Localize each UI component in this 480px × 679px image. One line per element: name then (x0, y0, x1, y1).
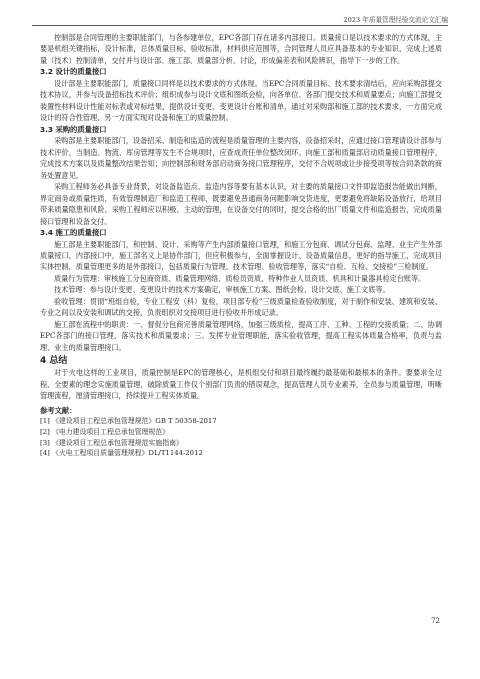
paragraph-acceptance-management: 验收管理：贯彻“班组自检，专业工程安（科）复检，项目部专检”三级质量检查验收制度，对于制作和安装、建筑和安装、专业之间以及安装和调试的交接，负责组织对交接项目进行验收并形成记录。 (40, 296, 442, 318)
section-heading-design: 3.2 设计的质量接口 (40, 67, 107, 77)
paragraph-control-dept: 控制部是合同管理的主要职能部门，与各参建单位，EPC各部门存在诸多内部接口。质量接口是以技术要求的方式体现，主要是机组关键指标，设计标准，总体质量目标，验收标准，材料供应范围等，合同管理人员应具备基本的专业知识，完成上述质量（技术）控制清单，交付并与设计部、施工部、质量部分析、讨论，形成偏差表和风险辨识，指导下一步的工作。 (40, 33, 442, 65)
paragraph-technical-management: 技术管理：参与设计变更、变更设计的技术方案确定，审核施工方案、图纸会检、设计交底、施工文底等。 (54, 285, 390, 295)
header-rule (32, 25, 448, 26)
section-heading-procurement: 3.3 采购的质量接口 (40, 124, 107, 134)
paragraph-quality-behavior: 质量行为管理：审核施工分包商资质、质量管理网络、质检员资质、特种作业人员资质、机具和计量器具检定台账等。 (54, 273, 426, 283)
paragraph-design-dept: 设计部是主要职能部门，质量接口同样是以技术要求的方式体现。当EPC合同质量目标、技术要求清结后，应向采购部提交技术协议，并参与设备招标技术评价；组织成参与设计文底和图纸会检，向各单位、各部门提交技术和质量要点；向施工部提交装置性材料设计性能对标表或对标结果，提供设计变更、变更设计台账和清单，通过对采购部和施工部的技术要求，一方面完成设计的符合性管理，另一方面实现对设备和施工的质量控制。 (40, 78, 442, 123)
reference-item: [2] 《电力建设项目工程总承包管理规范》 (40, 428, 170, 437)
references-title: 参考文献： (40, 406, 77, 416)
reference-item: [3] 《建设项目工程总承包管理规范实施指南》 (40, 438, 183, 447)
paragraph-summary: 对于火电这样的工业项目，质量控制是EPC的管理核心，是机组交付和项目最终履约最基础和最根本的条件。要要求全过程、全要素的理念实施质量管理，破除质量工作仅个别部门负责的错误观念，提高管理人员专业素养，全员参与质量管理，明晰管理流程，厘清管理接口，持续提升工程实体质量。 (40, 368, 442, 401)
article-body (40, 32, 442, 459)
section-heading-construction: 3.4 施工的质量接口 (40, 227, 107, 237)
paragraph-procurement-dept: 采购部是主要职能部门，设备招采、制造和监造的流程是质量管理的主要内容，设备招采时，应通过接口管理请设计部参与技术评价，当制造、物流、库房管理等发生不合规项时，应查成责任单位整改闭环。向施工部和质量部启动质量接口管理程序，完成技术方案以及质量整改结果告知；向控制部和财务部启动商务接口管理程序，交付不合规项或让步接受项等按合同条款的商务处置意见。 (40, 136, 442, 180)
paragraph-construction-dept: 施工部是主要职能部门，和控制、设计、采购等产生内部质量接口管理，和施工分包商、调试分包商、监理、业主产生外部质量接口，内部接口中，施工部名义上是协作部门，但应积极参与，全面掌握设计、设备质量信息，更好的指导施工，完成项目实体控制，质量管理更多的是外部接口，包括质量行为管理、技术管理、验收管理等，落实“自检、互检、交接检”三检制度。 (40, 239, 442, 272)
section-heading-summary: 4 总结 (40, 356, 68, 367)
running-header: 2023 年质量管理经验交流论文汇编 (343, 16, 448, 24)
paragraph-construction-duties: 施工部在流程中的职责：一、督促分包商完善质量管理网络，加强三级质检，提高工序、工种、工程的交接质量；二、协调EPC各部门的接口管理，落实技术和质量要求；三、发挥专业管理职能，落实验收管理，提高工程实体质量合格率，负责与监理、业主的质量管理接口。 (40, 319, 442, 352)
reference-item: [4] 《火电工程项目质量管理规程》DL/T1144-2012 (40, 449, 203, 458)
page-number: 72 (431, 617, 440, 625)
paragraph-procurement-engineer: 采购工程师务必具备专业背景，对设备监造点、监造内容等要有基本认识，对主要的质量接口文件即监造报告能做出判断，界定商务或质量性质，有效管理制造厂和监造工程师，既要避免普通商务问题影响交货进度，更要避免将缺陷设备放行，给项目带来质量隐患和风险。采购工程师应以积极、主动的管理，在设备交付的同时，提交合格的出厂质量文件和监造报告，完成质量接口管理和设备交付。 (40, 182, 442, 226)
reference-item: [1] 《建设项目工程总承包管理规范》GB T 50358-2017 (40, 417, 217, 426)
